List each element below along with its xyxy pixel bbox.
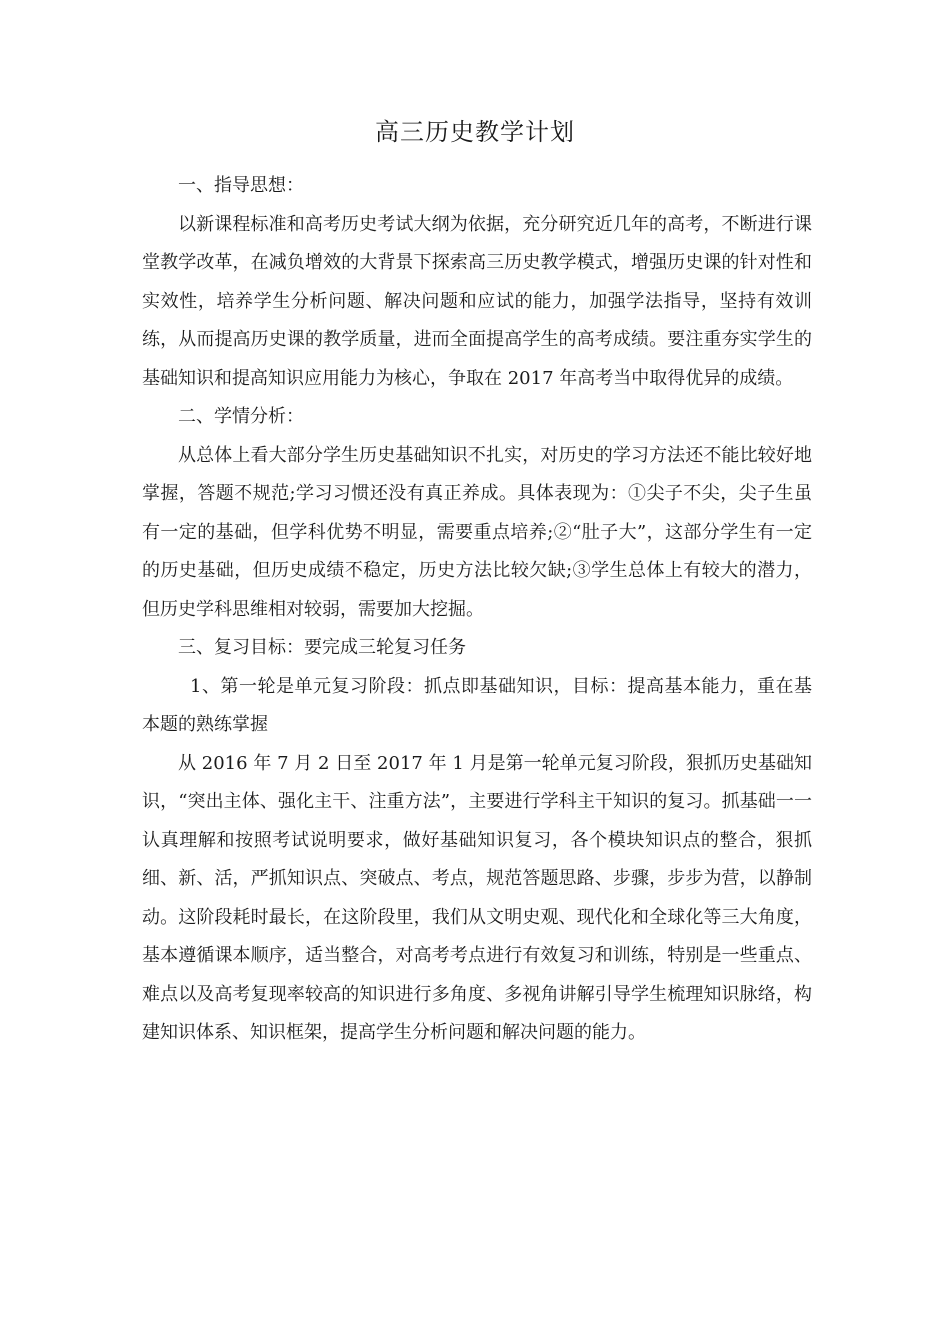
section-heading-review-goals: 三、复习目标：要完成三轮复习任务 — [178, 637, 466, 658]
paragraph-student-analysis: 从总体上看大部分学生历史基础知识不扎实，对历史的学习方法还不能比较好地掌握，答题不规范;学习习惯还没有真正养成。具体表现为：①尖子不尖，尖子生虽有一定的基础，但学科优势不明显，需要重点培养;②“肚子大”，这部分学生有一定的历史基础，但历史成绩不稳定，历史方法比较欠缺;③学生总体上有较大的潜力，但历史学科思维相对较弱，需要加大挖掘。 — [142, 444, 812, 620]
page-title: 高三历史教学计划 — [375, 118, 575, 146]
paragraph-first-round: 从 2016 年 7 月 2 日至 2017 年 1 月是第一轮单元复习阶段，狠抓历史基础知识，“突出主体、强化主干、注重方法”，主要进行学科主干知识的复习。抓基础一一认真理解和按照考试说明要求，做好基础知识复习，各个模块知识点的整合，狠抓细、新、活，严抓知识点、突破点、考点，规范答题思路、步骤，步步为营，以静制动。这阶段耗时最长，在这阶段里，我们从文明史观、现代化和全球化等三大角度，基本遵循课本顺序，适当整合，对高考考点进行有效复习和训练，特别是一些重点、难点以及高考复现率较高的知识进行多角度、多视角讲解引导学生梳理知识脉络，构建知识体系、知识框架，提高学生分析问题和解决问题的能力。 — [142, 752, 812, 1043]
section-heading-student-analysis: 二、学情分析： — [178, 406, 304, 427]
section-heading-guiding-ideology: 一、指导思想： — [178, 175, 304, 196]
paragraph-guiding-ideology: 以新课程标准和高考历史考试大纲为依据，充分研究近几年的高考，不断进行课堂教学改革，在减负增效的大背景下探索高三历史教学模式，增强历史课的针对性和实效性，培养学生分析问题、解决问题和应试的能力，加强学法指导，坚持有效训练，从而提高历史课的教学质量，进而全面提高学生的高考成绩。要注重夯实学生的基础知识和提高知识应用能力为核心，争取在 2017 年高考当中取得优异的成绩。 — [142, 213, 812, 389]
subheading-first-round: 1、第一轮是单元复习阶段：抓点即基础知识，目标：提高基本能力，重在基本题的熟练掌握 — [142, 675, 812, 735]
document-body — [142, 167, 812, 1053]
